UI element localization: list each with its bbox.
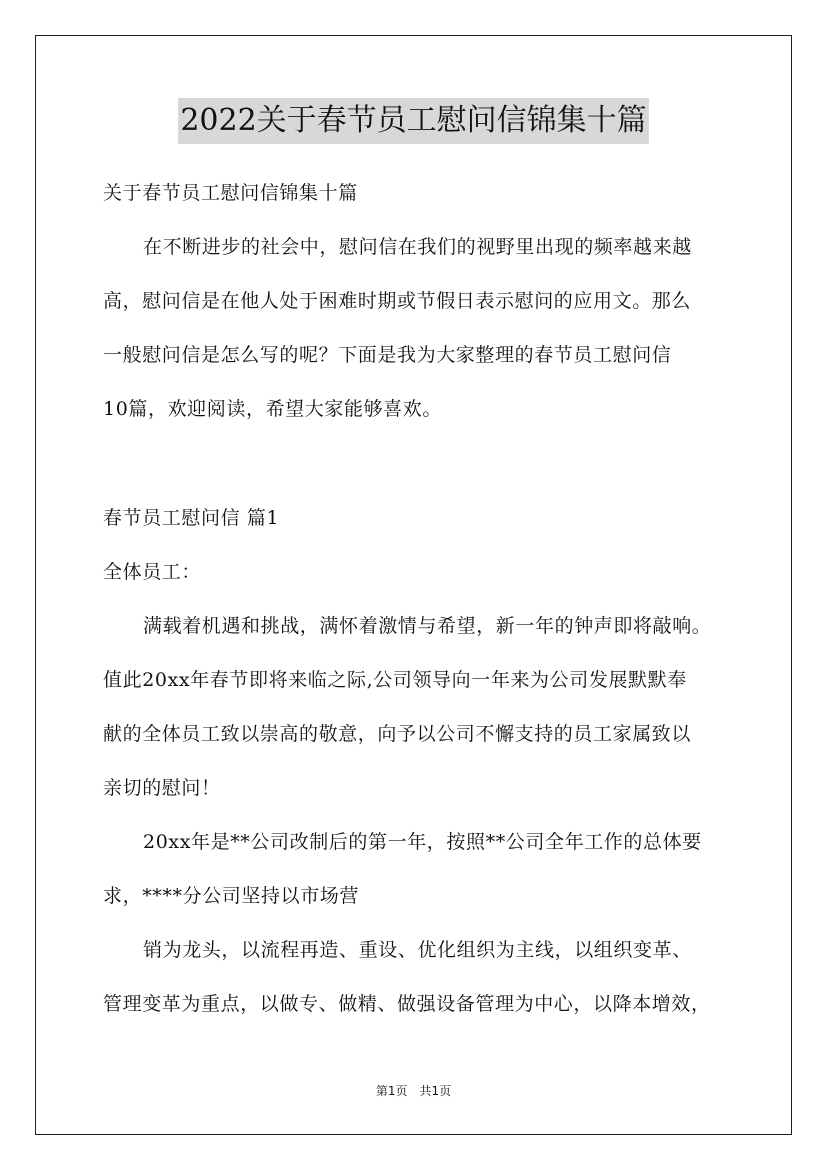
section-heading: 春节员工慰问信 篇1 xyxy=(103,507,280,529)
page-total: 共1页 xyxy=(419,1084,452,1098)
body-line-2: 值此20xx年春节即将来临之际,公司领导向一年来为公司发展默默奉 xyxy=(103,669,687,691)
body-line-6: 求，****分公司坚持以市场营 xyxy=(103,885,360,907)
body-line-5: 20xx年是**公司改制后的第一年，按照**公司全年工作的总体要 xyxy=(143,831,702,853)
document-subtitle: 关于春节员工慰问信锦集十篇 xyxy=(103,182,358,204)
title-container xyxy=(0,98,827,144)
body-line-4: 亲切的慰问！ xyxy=(103,777,221,799)
document-title: 2022关于春节员工慰问信锦集十篇 xyxy=(178,98,648,144)
intro-line-1: 在不断进步的社会中，慰问信在我们的视野里出现的频率越来越 xyxy=(143,236,692,258)
page-footer xyxy=(0,1082,827,1100)
intro-line-3: 一般慰问信是怎么写的呢？下面是我为大家整理的春节员工慰问信 xyxy=(103,344,672,366)
body-line-3: 献的全体员工致以崇高的敬意，向予以公司不懈支持的员工家属致以 xyxy=(103,723,692,745)
body-line-1: 满载着机遇和挑战，满怀着激情与希望，新一年的钟声即将敲响。 xyxy=(143,615,712,637)
body-line-7: 销为龙头，以流程再造、重设、优化组织为主线，以组织变革、 xyxy=(143,939,692,961)
body-line-8: 管理变革为重点，以做专、做精、做强设备管理为中心，以降本增效， xyxy=(103,993,711,1015)
page-number: 第1页 xyxy=(375,1084,408,1098)
salutation: 全体员工： xyxy=(103,561,202,583)
intro-line-4: 10篇，欢迎阅读，希望大家能够喜欢。 xyxy=(103,398,442,420)
intro-line-2: 高，慰问信是在他人处于困难时期或节假日表示慰问的应用文。那么 xyxy=(103,290,692,312)
